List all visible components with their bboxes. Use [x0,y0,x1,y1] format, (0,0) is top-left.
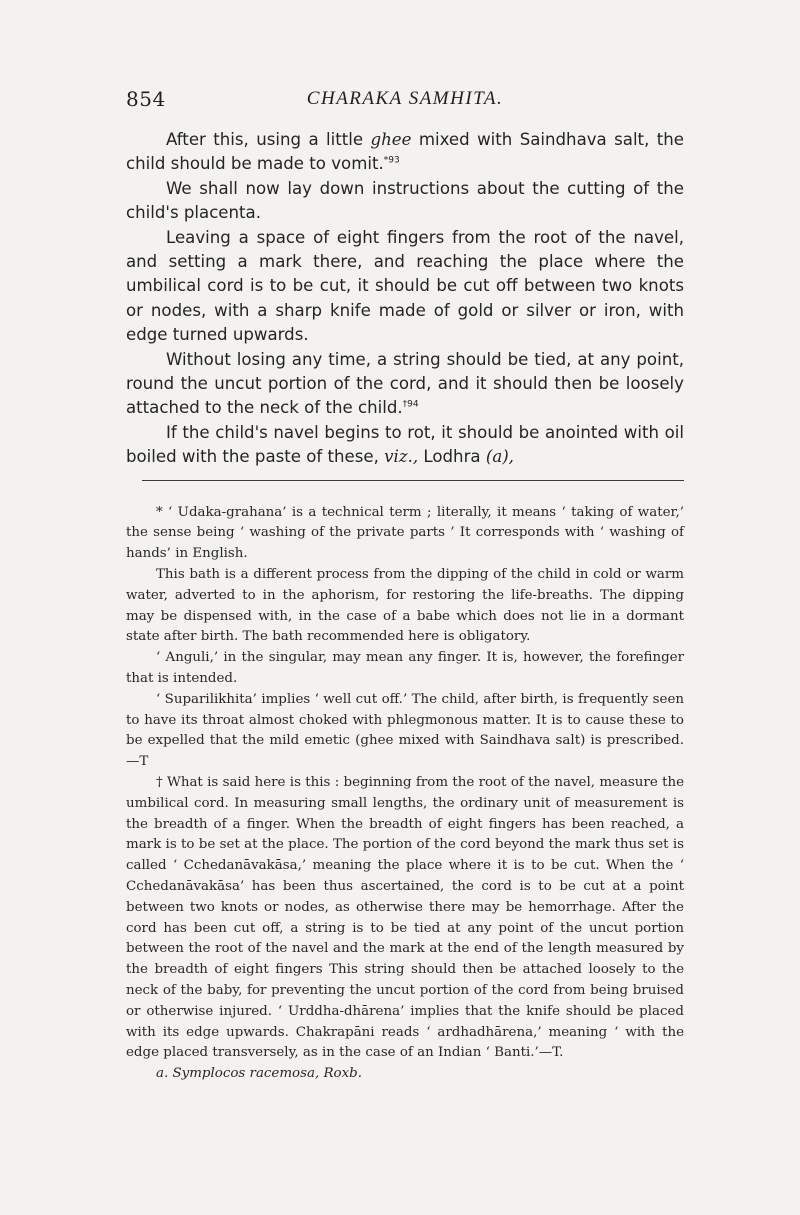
footnote-mark-93: *93 [383,155,400,166]
footnote-5: † What is said here is this : beginning from the root of the navel, measure the umbilical cord. In measuring small lengths, the ordinary unit of measurement is the breadth of a finger. When the breadth of eight fingers has been reached, a mark is to be set at the place. The portion of the cord beyond the mark thus set is called ‘ Cchedanāvakāsa,’ meaning the place where it is to be cut. When the ‘ Cchedanāvakāsa’ has been thus ascertained, the cord is to be cut at a point between two knots or nodes, as otherwise there may be hemorrhage. After the cord has been cut off, a string is to be tied at any point of the uncut portion between the root of the navel and the mark at the end of the length measured by the breadth of eight fingers This string should then be attached loosely to the neck of the baby, for preventing the uncut portion of the cord from being bruised or otherwise injured. ‘ Urddha-dhārena’ implies that the knife should be placed with its edge upwards. Chakrapāni reads ‘ ardhadhārena,’ meaning ‘ with the edge placed transversely, as in the case of an Indian ‘ Banti.’—T. [126,775,684,1061]
paragraph-4 [126,348,684,421]
page-header [126,82,684,116]
running-title: CHARAKA SAMHITA. [306,88,504,109]
footnote-divider [142,480,684,481]
paragraph-3: Leaving a space of eight fingers from the root of the navel, and setting a mark there, and reaching the place where the umbilical cord is to be cut, it should be cut off between two knots or nodes, with a sharp knife made of gold or silver or iron, with edge turned upwards. [126,227,684,345]
footnote-mark-94: †94 [402,399,419,410]
paragraph-5 [126,421,684,470]
footnote-6: a. Symplocos racemosa, Roxb. [156,1066,362,1082]
paragraph-1-text-a: After this, using a little [166,130,371,149]
footnote-2: This bath is a different process from the dipping of the child in cold or warm water, adverted to in the aphorism, for restoring the life-breaths. The dipping may be dispensed with, in the case of a babe which does not lie in a dormant state after birth. The bath recommended here is obligatory. [126,567,684,645]
footnote-1: * ‘ Udaka-grahana’ is a technical term ; literally, it means ‘ taking of water,’ the sense being ‘ washing of the private parts ’ It corresponds with ‘ washing of hands’ in English. [126,504,684,562]
main-text [126,128,684,470]
paragraph-5-ref: (a), [485,447,514,467]
paragraph-5-text-b: Lodhra [418,447,486,467]
book-page [126,82,684,1085]
paragraph-1-ghee: ghee [370,130,412,149]
paragraph-4-text: Without losing any time, a string should be tied, at any point, round the uncut portion of the cord, and it should then be loosely attached to the neck of the child. [126,349,684,418]
footnote-3: ‘ Anguli,’ in the singular, may mean any finger. It is, however, the forefinger that is intended. [126,650,684,687]
paragraph-5-viz: viz., [384,447,419,467]
page-number: 854 [126,87,166,111]
paragraph-1 [126,128,684,177]
paragraph-1-text-b: mixed with Saindhava salt, the child should be made to vomit. [126,130,684,174]
footnote-4: ‘ Suparilikhita’ implies ‘ well cut off.’ The child, after birth, is frequently seen to have its throat almost choked with phlegmonous matter. It is to cause these to be expelled that the mild emetic (ghee mixed with Saindhava salt) is prescribed.—T [126,691,684,770]
paragraph-2: We shall now lay down instructions about the cutting of the child's placenta. [126,178,684,223]
paragraph-5-text-a: If the child's navel begins to rot, it should be anointed with oil boiled with the paste of these, [126,422,684,467]
footnotes [126,503,684,1085]
